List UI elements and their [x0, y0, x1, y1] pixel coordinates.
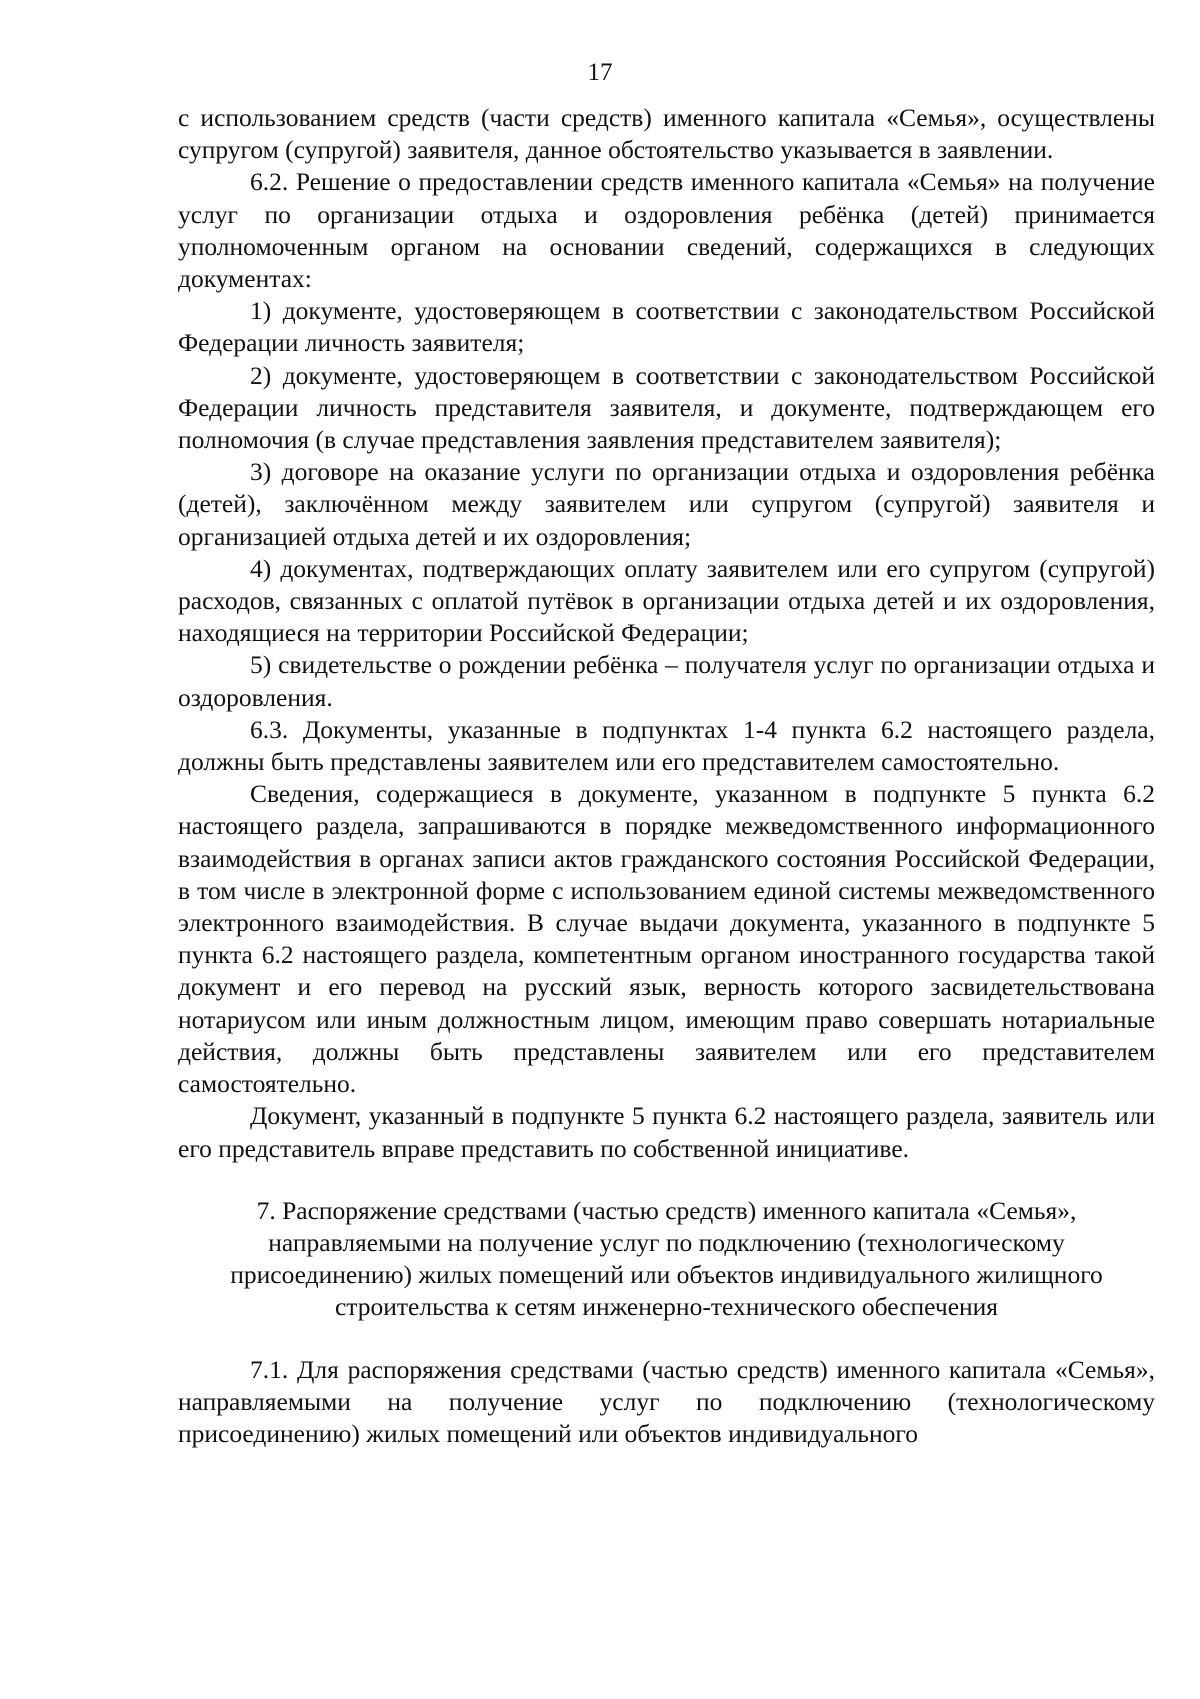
list-item-3: 3) договоре на оказание услуги по организации отдыха и оздоровления ребёнка (детей), заключённом между заявителем или супругом (супругой) заявителя и организацией отдыха детей и их оздоровления; [178, 457, 1155, 551]
paragraph-6-3: 6.3. Документы, указанные в подпунктах 1-4 пункта 6.2 настоящего раздела, должны быть представлены заявителем или его представителем самостоятельно. [178, 714, 1155, 777]
list-item-2: 2) документе, удостоверяющем в соответствии с законодательством Российской Федерации личность представителя заявителя, и документе, подтверждающем его полномочия (в случае представления заявления представителем заявителя); [178, 360, 1155, 455]
paragraph-dokument: Документ, указанный в подпункте 5 пункта 6.2 настоящего раздела, заявитель или его представитель вправе представить по собственной инициативе. [178, 1101, 1155, 1163]
document-body [178, 102, 1155, 1450]
section-heading-line: направляемыми на получение услуг по подключению (технологическому [268, 1227, 1065, 1257]
list-item-4: 4) документах, подтверждающих оплату заявителем или его супругом (супругой) расходов, связанных с оплатой путёвок в организации отдыха детей и их оздоровления, находящиеся на территории Российской Федерации; [178, 553, 1155, 648]
section-heading-line: присоединению) жилых помещений или объектов индивидуального жилищного [230, 1260, 1103, 1290]
paragraph-continuation: с использованием средств (части средств) именного капитала «Семья», осуществлены супругом (супругой) заявителя, данное обстоятельство указывается в заявлении. [178, 103, 1155, 165]
list-item-5: 5) свидетельстве о рождении ребёнка – получателя услуг по организации отдыха и оздоровления. [178, 650, 1155, 712]
list-item-1: 1) документе, удостоверяющем в соответствии с законодательством Российской Федерации личность заявителя; [178, 296, 1155, 358]
section-heading-line: строительства к сетям инженерно-технического обеспечения [334, 1292, 999, 1322]
paragraph-7-1: 7.1. Для распоряжения средствами (частью средств) именного капитала «Семья», направляемыми на получение услуг по подключению (технологическому присоединению) жилых помещений или объектов индивидуального [178, 1354, 1155, 1448]
section-7-heading [178, 1195, 1155, 1324]
section-heading-line: 7. Распоряжение средствами (частью средств) именного капитала «Семья», [256, 1195, 1077, 1225]
paragraph-6-2: 6.2. Решение о предоставлении средств именного капитала «Семья» на получение услуг по организации отдыха и оздоровления ребёнка (детей) принимается уполномоченным органом на основании сведений, содержащихся в следующих документах: [178, 167, 1155, 294]
paragraph-svedeniya: Сведения, содержащиеся в документе, указанном в подпункте 5 пункта 6.2 настоящего раздела, запрашиваются в порядке межведомственного информационного взаимодействия в органах записи актов гражданского состояния Российской Федерации, в том числе в электронной форме с использованием единой системы межведомственного электронного взаимодействия. В случае выдачи документа, указанного в подпункте 5 пункта 6.2 настоящего раздела, компетентным органом иностранного государства такой документ и его перевод на русский язык, верность которого засвидетельствована нотариусом или иным должностным лицом, имеющим право совершать нотариальные действия, должны быть представлены заявителем или его представителем самостоятельно. [178, 779, 1155, 1099]
page-number: 17 [587, 59, 613, 86]
